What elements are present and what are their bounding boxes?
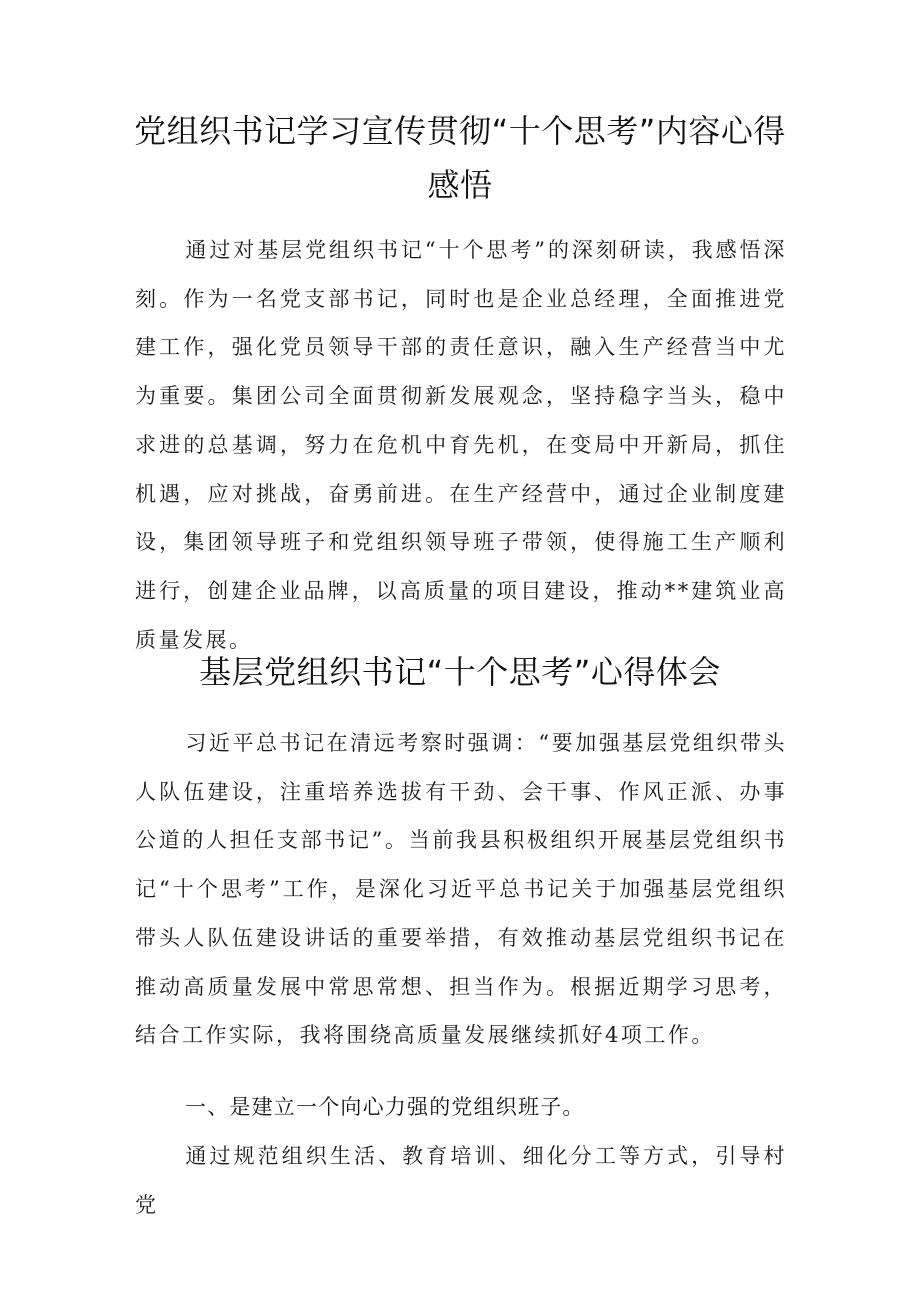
document-title: 党组织书记学习宣传贯彻“十个思考”内容心得感悟 bbox=[134, 112, 786, 204]
body-paragraph: 通过对基层党组织书记“十个思考”的深刻研读，我感悟深刻。作为一名党支部书记，同时也是企业总经理，全面推进党建工作，强化党员领导干部的责任意识，融入生产经营当中尤为重要。集团公司全面贯彻新发展观念，坚持稳字当头，稳中求进的总基调，努力在危机中育先机，在变局中开新局，抓住机遇，应对挑战，奋勇前进。在生产经营中，通过企业制度建设，集团领导班子和党组织领导班子带领，使得施工生产顺利进行，创建企业品牌，以高质量的项目建设，推动**建筑业高质量发展。 bbox=[135, 238, 787, 652]
subsection-heading: 一、是建立一个向心力强的党组织班子。 bbox=[185, 1095, 585, 1119]
body-paragraph: 习近平总书记在清远考察时强调：“要加强基层党组织带头人队伍建设，注重培养选拔有干劲、会干事、作风正派、办事公道的人担任支部书记”。当前我县积极组织开展基层党组织书记“十个思考”工作，是深化习近平总书记关于加强基层党组织带头人队伍建设讲话的重要举措，有效推动基层党组织书记在推动高质量发展中常思常想、担当作为。根据近期学习思考，结合工作实际，我将围绕高质量发展继续抓好4项工作。 bbox=[135, 731, 787, 1048]
body-paragraph: 通过规范组织生活、教育培训、细化分工等方式，引导村党 bbox=[135, 1144, 787, 1217]
section-title: 基层党组织书记“十个思考”心得体会 bbox=[199, 653, 721, 691]
